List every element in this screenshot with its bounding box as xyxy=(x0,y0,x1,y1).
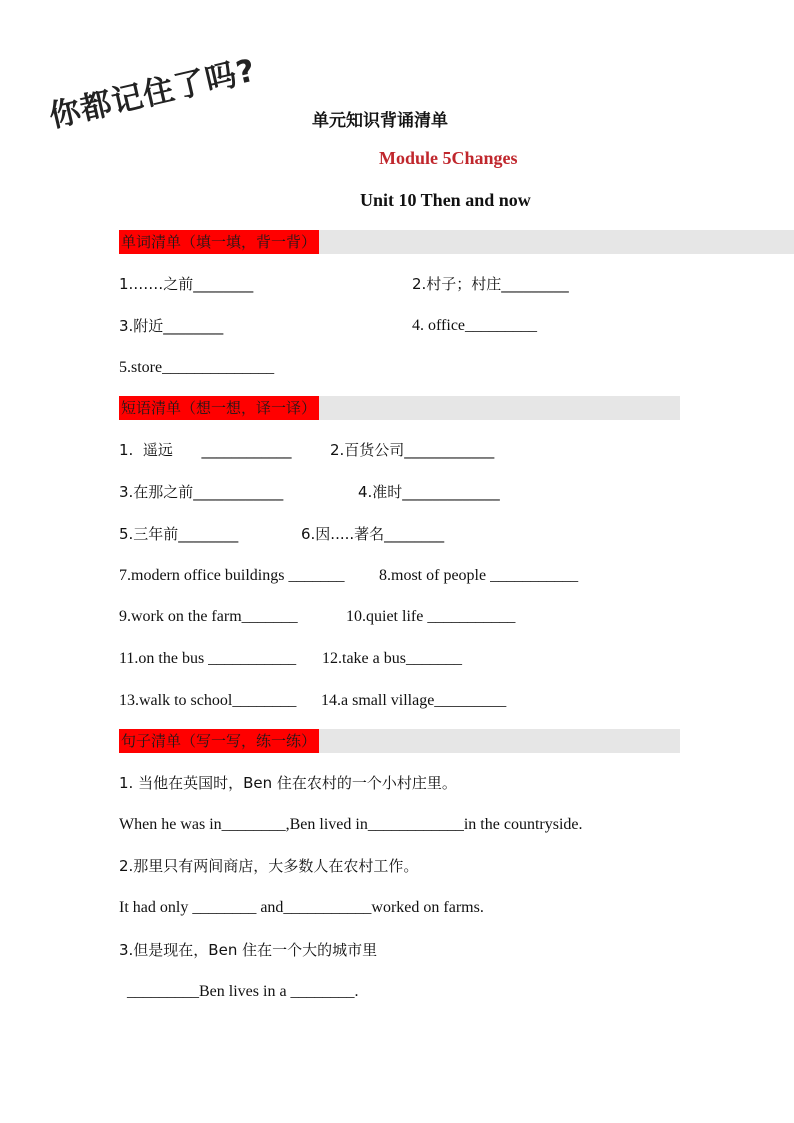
word-item: 2.村子；村庄_________ xyxy=(412,275,569,293)
sentences-section-band xyxy=(119,729,680,753)
unit-title: Unit 10 Then and now xyxy=(360,190,531,210)
phrase-item: 2.百货公司____________ xyxy=(330,441,495,459)
words-section-label: 单词清单（填一填，背一背） xyxy=(119,230,319,254)
slogan-stamp: 你都记住了吗? xyxy=(45,52,260,135)
sentence-item: 3.但是现在，Ben 住在一个大的城市里 xyxy=(119,941,378,959)
sentences-section-label: 句子清单（写一写，练一练） xyxy=(119,729,319,753)
phrase-item: 4.准时_____________ xyxy=(358,483,500,501)
phrase-item: 10.quiet life ___________ xyxy=(346,608,516,625)
module-title: Module 5Changes xyxy=(379,148,518,168)
word-item: 4. office_________ xyxy=(412,317,538,334)
word-item: 1.……之前________ xyxy=(119,275,254,293)
phrase-item: 9.work on the farm_______ xyxy=(119,608,298,625)
phrase-item: 5.三年前________ xyxy=(119,525,239,543)
phrase-item: 3.在那之前____________ xyxy=(119,483,284,501)
sentence-item: 1. 当他在英国时，Ben 住在农村的一个小村庄里。 xyxy=(119,774,457,792)
word-item: 5.store______________ xyxy=(119,359,275,376)
sentence-item: It had only ________ and___________worked on farms. xyxy=(119,899,484,916)
words-section-band xyxy=(119,230,794,254)
sentence-item: _________Ben lives in a ________. xyxy=(119,983,359,1000)
phrase-item: 8.most of people ___________ xyxy=(379,567,579,584)
page-title: 单元知识背诵清单 xyxy=(312,111,448,131)
phrase-item: 13.walk to school________ xyxy=(119,692,297,709)
phrase-item: 14.a small village_________ xyxy=(321,692,507,709)
sentence-item: When he was in________,Ben lived in____________in the countryside. xyxy=(119,816,583,833)
sentence-item: 2.那里只有两间商店，大多数人在农村工作。 xyxy=(119,857,419,875)
phrase-item: 11.on the bus ___________ xyxy=(119,650,297,667)
phrase-item: 7.modern office buildings _______ xyxy=(119,567,345,584)
word-item: 3.附近________ xyxy=(119,317,224,335)
phrase-item: 6.因.....著名________ xyxy=(301,525,445,543)
phrases-section-band xyxy=(119,396,680,420)
phrases-section-label: 短语清单（想一想，译一译） xyxy=(119,396,319,420)
phrase-item: 1. 遥远 ____________ xyxy=(119,441,292,459)
phrase-item: 12.take a bus_______ xyxy=(322,650,462,667)
